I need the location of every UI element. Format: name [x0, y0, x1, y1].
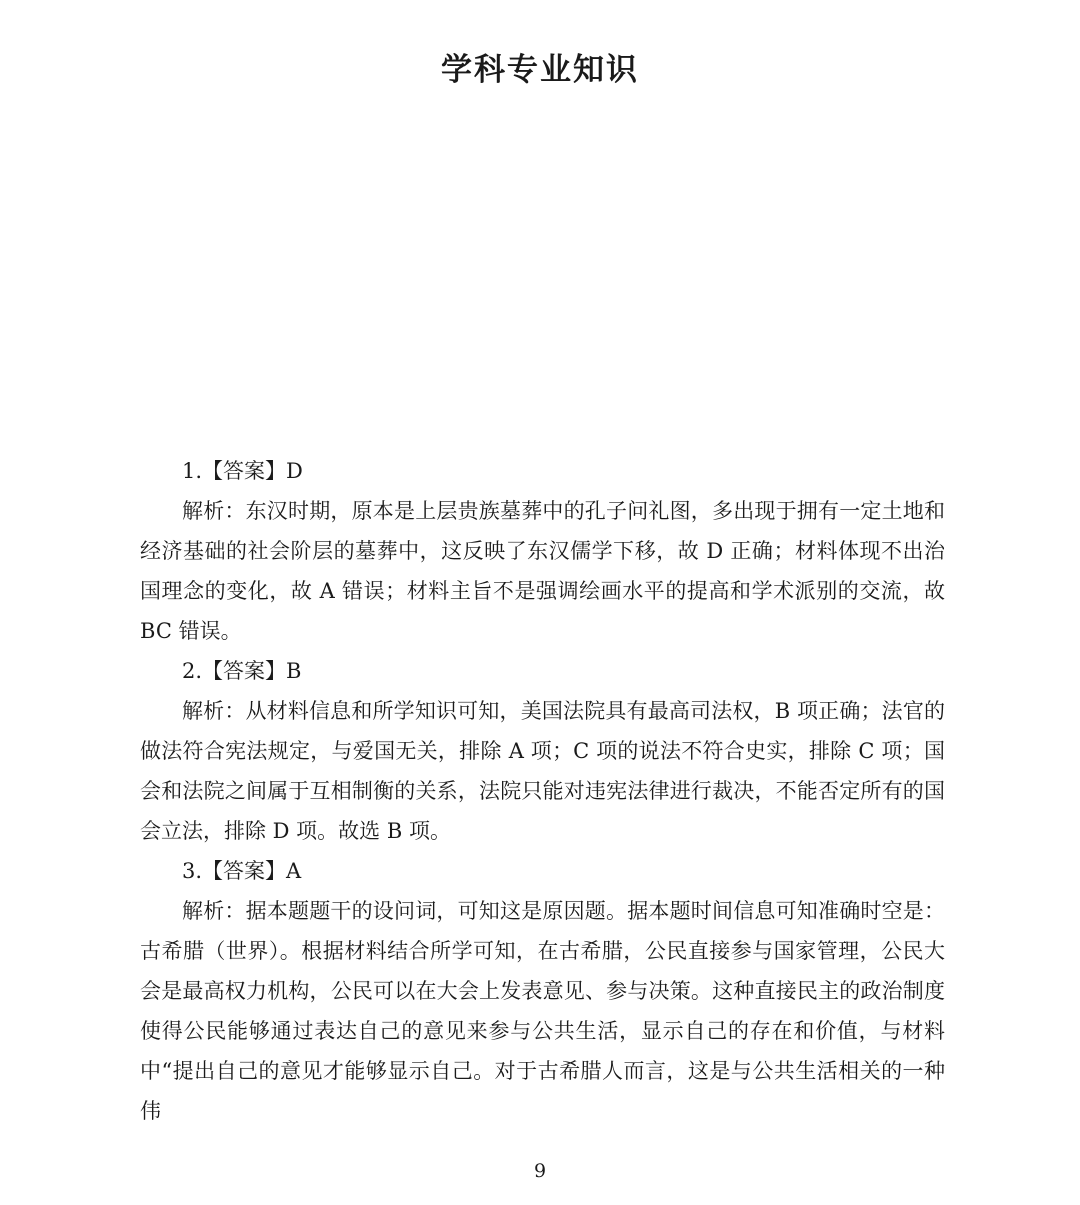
answer-content	[140, 451, 945, 1131]
page-title: 学科专业知识	[441, 52, 639, 88]
question-2-answer: 2.【答案】B	[182, 659, 302, 683]
question-2-analysis: 解析：从材料信息和所学知识可知，美国法院具有最高司法权，B 项正确；法官的做法符合宪法规定，与爱国无关，排除 A 项；C 项的说法不符合史实，排除 C 项；国会和法院之间属于互相制衡的关系，法院只能对违宪法律进行裁决，不能否定所有的国会立法，排除 D 项。故选 B 项。	[140, 699, 945, 843]
question-1-analysis: 解析：东汉时期，原本是上层贵族墓葬中的孔子问礼图，多出现于拥有一定土地和经济基础的社会阶层的墓葬中，这反映了东汉儒学下移，故 D 正确；材料体现不出治国理念的变化，故 A 错误；材料主旨不是强调绘画水平的提高和学术派别的交流，故 BC 错误。	[140, 499, 945, 643]
question-1-answer: 1.【答案】D	[182, 459, 303, 483]
question-3-analysis: 解析：据本题题干的设问词，可知这是原因题。据本题时间信息可知准确时空是：古希腊（世界）。根据材料结合所学可知，在古希腊，公民直接参与国家管理，公民大会是最高权力机构，公民可以在大会上发表意见、参与决策。这种直接民主的政治制度使得公民能够通过表达自己的意见来参与公共生活，显示自己的存在和价值，与材料中“提出自己的意见才能够显示自己。对于古希腊人而言，这是与公共生活相关的一种伟	[140, 899, 945, 1123]
page-number: 9	[533, 1160, 547, 1182]
question-3-answer: 3.【答案】A	[182, 859, 302, 883]
